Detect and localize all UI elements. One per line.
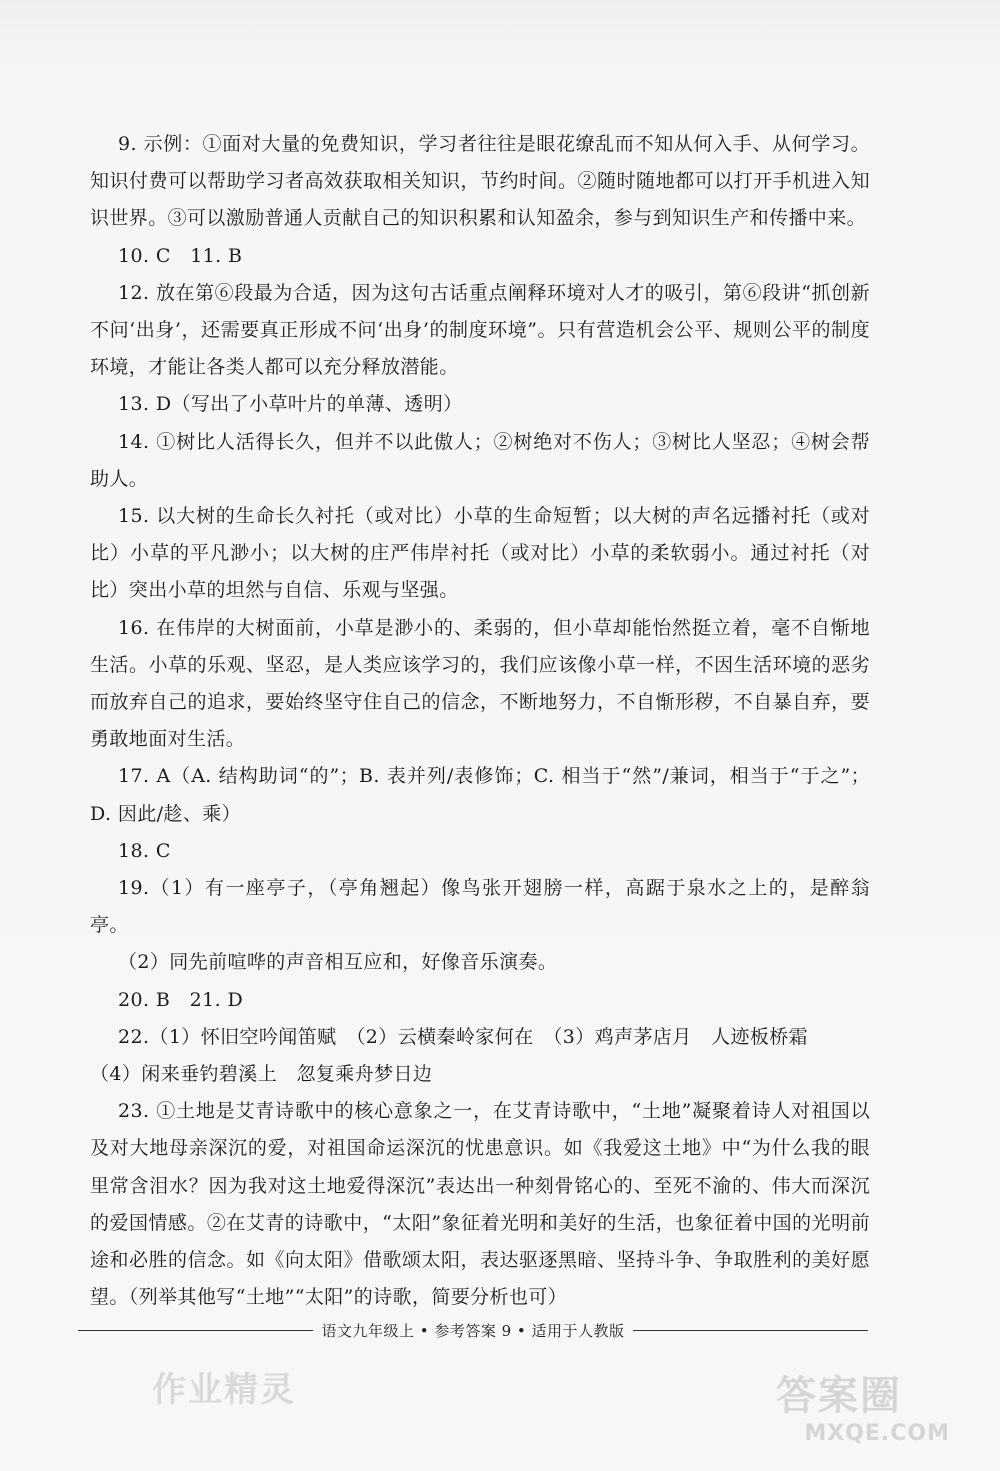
footer-text: 语文九年级上 • 参考答案 9 • 适用于人教版	[321, 1321, 625, 1340]
watermark-url: MXQE.COM	[804, 1421, 950, 1446]
answer-15: 15. 以大树的生命长久衬托（或对比）小草的生命短暂；以大树的声名远播衬托（或对比）小草的平凡渺小；以大树的庄严伟岸衬托（或对比）小草的柔软弱小。通过衬托（对比）突出小草的坦然与自信、乐观与坚强。	[90, 505, 870, 602]
answer-13: 13. D（写出了小草叶片的单薄、透明）	[118, 393, 463, 416]
answer-18: 18. C	[118, 839, 171, 862]
footer-rule-right	[633, 1330, 868, 1331]
footer-rule-left	[78, 1330, 313, 1331]
answer-9: 9. 示例：①面对大量的免费知识，学习者往往是眼花缭乱而不知从何入手、从何学习。知识付费可以帮助学习者高效获取相关知识，节约时间。②随时随地都可以打开手机进入知识世界。③可以激励普通人贡献自己的知识积累和认知盈余，参与到知识生产和传播中来。	[90, 133, 870, 230]
page-footer	[78, 1318, 868, 1342]
answer-17: 17. A（A. 结构助词“的”；B. 表并列/表修饰；C. 相当于“然”/兼词，相当于“于之”；D. 因此/趁、乘）	[90, 765, 870, 825]
answer-14: 14. ①树比人活得长久，但并不以此傲人；②树绝对不伤人；③树比人坚忍；④树会帮助人。	[90, 430, 870, 490]
watermark-logo-text: 答案圈	[776, 1373, 902, 1419]
answer-22-part2: （4）闲来垂钓碧溪上 忽复乘舟梦日边	[90, 1063, 433, 1086]
answer-20-21: 20. B 21. D	[118, 988, 244, 1011]
answer-19-part1: 19.（1）有一座亭子，（亭角翘起）像鸟张开翅膀一样，高踞于泉水之上的，是醉翁亭。	[90, 877, 870, 937]
answer-16: 16. 在伟岸的大树面前，小草是渺小的、柔弱的，但小草却能怡然挺立着，毫不自惭地生活。小草的乐观、坚忍，是人类应该学习的，我们应该像小草一样，不因生活环境的恶劣而放弃自己的追求，要始终坚守住自己的信念，不断地努力，不自惭形秽，不自暴自弃，要勇敢地面对生活。	[90, 616, 870, 751]
answer-12: 12. 放在第⑥段最为合适，因为这句古话重点阐释环境对人才的吸引，第⑥段讲“抓创新不问‘出身’，还需要真正形成不问‘出身’的制度环境”。只有营造机会公平、规则公平的制度环境，才能让各类人都可以充分释放潜能。	[90, 281, 870, 379]
answer-19-part2: （2）同先前喧哗的声音相互应和，好像音乐演奏。	[118, 951, 558, 974]
faded-stamp: 作业精灵	[152, 1370, 296, 1410]
answer-10-11: 10. C 11. B	[118, 244, 243, 267]
answer-content	[90, 126, 870, 1317]
answer-22-part1: 22.（1）怀旧空吟闻笛赋 （2）云横秦岭家何在 （3）鸡声茅店月 人迹板桥霜	[118, 1025, 809, 1048]
answer-23: 23. ①土地是艾青诗歌中的核心意象之一，在艾青诗歌中，“土地”凝聚着诗人对祖国以及对大地母亲深沉的爱，对祖国命运深沉的忧患意识。如《我爱这土地》中“为什么我的眼里常含泪水？因为我对这土地爱得深沉”表达出一种刻骨铭心的、至死不渝的、伟大而深沉的爱国情感。②在艾青的诗歌中，“太阳”象征着光明和美好的生活，也象征着中国的光明前途和必胜的信念。如《向太阳》借歌颂太阳，表达驱逐黑暗、坚持斗争、争取胜利的美好愿望。（列举其他写“土地”“太阳”的诗歌，简要分析也可）	[90, 1100, 870, 1309]
site-watermark	[776, 1372, 956, 1462]
